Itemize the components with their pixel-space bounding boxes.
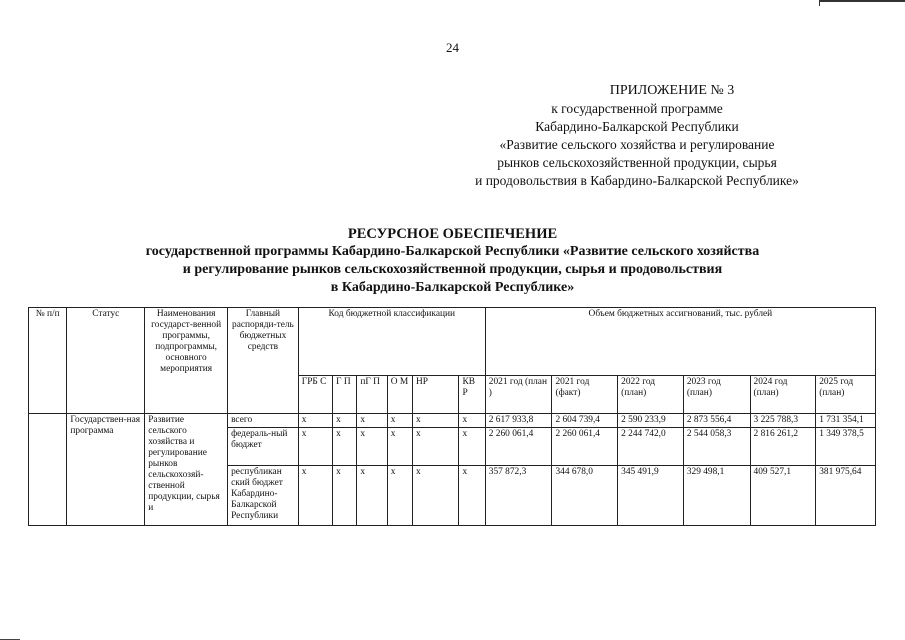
cell-code: х bbox=[387, 414, 412, 428]
cell-value: 357 872,3 bbox=[485, 466, 552, 526]
cell-code: х bbox=[387, 466, 412, 526]
appendix-line: рынков сельскохозяйственной продукции, сырья bbox=[497, 155, 777, 170]
cell-code: х bbox=[387, 428, 412, 466]
appendix-line: «Развитие сельского хозяйства и регулирование bbox=[499, 137, 775, 152]
cell-code: х bbox=[412, 414, 458, 428]
table-row bbox=[29, 414, 876, 428]
cell-code: х bbox=[459, 414, 485, 428]
cell-code: х bbox=[333, 414, 357, 428]
appendix-line: к государственной программе bbox=[551, 101, 723, 116]
cell-value: 2 244 742,0 bbox=[618, 428, 684, 466]
cell-code: х bbox=[357, 466, 387, 526]
cell-value: 2 816 261,2 bbox=[750, 428, 816, 466]
title-line: РЕСУРСНОЕ ОБЕСПЕЧЕНИЕ bbox=[347, 226, 558, 242]
cell-value: 329 498,1 bbox=[683, 466, 750, 526]
cell-code: х bbox=[298, 466, 332, 526]
cell-code: х bbox=[459, 428, 485, 466]
cell-value: 2 873 556,4 bbox=[683, 414, 750, 428]
cell-manager: всего bbox=[228, 414, 299, 428]
header-code: НР bbox=[412, 376, 458, 414]
header-year: 2022 год (план) bbox=[618, 376, 684, 414]
document-title bbox=[0, 225, 905, 297]
header-code: ГРБ С bbox=[298, 376, 332, 414]
header-code: Г П bbox=[333, 376, 357, 414]
page-number: 24 bbox=[446, 40, 459, 55]
cell-code: х bbox=[357, 428, 387, 466]
appendix-heading: ПРИЛОЖЕНИЕ № 3 bbox=[609, 83, 735, 98]
cell-num bbox=[29, 414, 67, 526]
cell-code: х bbox=[298, 428, 332, 466]
cell-code: х bbox=[412, 466, 458, 526]
cell-value: 345 491,9 bbox=[618, 466, 684, 526]
cell-name: Развитие сельского хозяйства и регулирование рынков сельскохозяй-ственной продукции, сырья и bbox=[145, 414, 228, 526]
cell-code: х bbox=[412, 428, 458, 466]
header-year: 2025 год (план) bbox=[816, 376, 876, 414]
header-name: Наименования государст-венной программы, подпрограммы, основного мероприятия bbox=[145, 308, 228, 414]
cell-value: 2 604 739,4 bbox=[552, 414, 618, 428]
header-year: 2023 год (план) bbox=[683, 376, 750, 414]
cell-manager: федераль-ный бюджет bbox=[228, 428, 299, 466]
title-line: государственной программы Кабардино-Балкарской Республики «Развитие сельского хозяйства bbox=[145, 244, 760, 259]
header-year: 2021 год (факт) bbox=[552, 376, 618, 414]
header-code: пГ П bbox=[357, 376, 387, 414]
cell-code: х bbox=[333, 428, 357, 466]
title-line: в Кабардино-Балкарской Республике» bbox=[330, 280, 575, 295]
cell-code: х bbox=[333, 466, 357, 526]
resource-table bbox=[28, 307, 876, 526]
cell-value: 1 349 378,5 bbox=[816, 428, 876, 466]
header-code: О М bbox=[387, 376, 412, 414]
header-year: 2021 год (план ) bbox=[485, 376, 552, 414]
header-code-group: Код бюджетной классификации bbox=[298, 308, 485, 376]
header-status: Статус bbox=[67, 308, 145, 414]
cell-value: 3 225 788,3 bbox=[750, 414, 816, 428]
cell-code: х bbox=[357, 414, 387, 428]
cell-value: 381 975,64 bbox=[816, 466, 876, 526]
header-row bbox=[29, 308, 876, 376]
cell-value: 2 260 061,4 bbox=[552, 428, 618, 466]
cell-value: 2 260 061,4 bbox=[485, 428, 552, 466]
cell-value: 344 678,0 bbox=[552, 466, 618, 526]
header-num: № п/п bbox=[29, 308, 67, 414]
header-volume-group: Объем бюджетных ассигнований, тыс. рублей bbox=[485, 308, 875, 376]
cell-value: 1 731 354,1 bbox=[816, 414, 876, 428]
cell-value: 2 544 058,3 bbox=[683, 428, 750, 466]
appendix-block bbox=[427, 82, 847, 190]
cell-status: Государствен-ная программа bbox=[67, 414, 145, 526]
title-line: и регулирование рынков сельскохозяйственной продукции, сырья и продовольствия bbox=[182, 262, 723, 277]
appendix-line: и продовольствия в Кабардино-Балкарской Республике» bbox=[475, 173, 799, 188]
header-manager: Главный распоряди-тель бюджетных средств bbox=[228, 308, 299, 414]
cell-value: 2 617 933,8 bbox=[485, 414, 552, 428]
cell-manager: республикан ский бюджет Кабардино-Балкарской Республики bbox=[228, 466, 299, 526]
cell-code: х bbox=[459, 466, 485, 526]
appendix-line: Кабардино-Балкарской Республики bbox=[535, 119, 739, 134]
header-code: КВ Р bbox=[459, 376, 485, 414]
header-year: 2024 год (план) bbox=[750, 376, 816, 414]
cell-value: 409 527,1 bbox=[750, 466, 816, 526]
cell-value: 2 590 233,9 bbox=[618, 414, 684, 428]
top-corner-mark bbox=[819, 0, 905, 6]
cell-code: х bbox=[298, 414, 332, 428]
